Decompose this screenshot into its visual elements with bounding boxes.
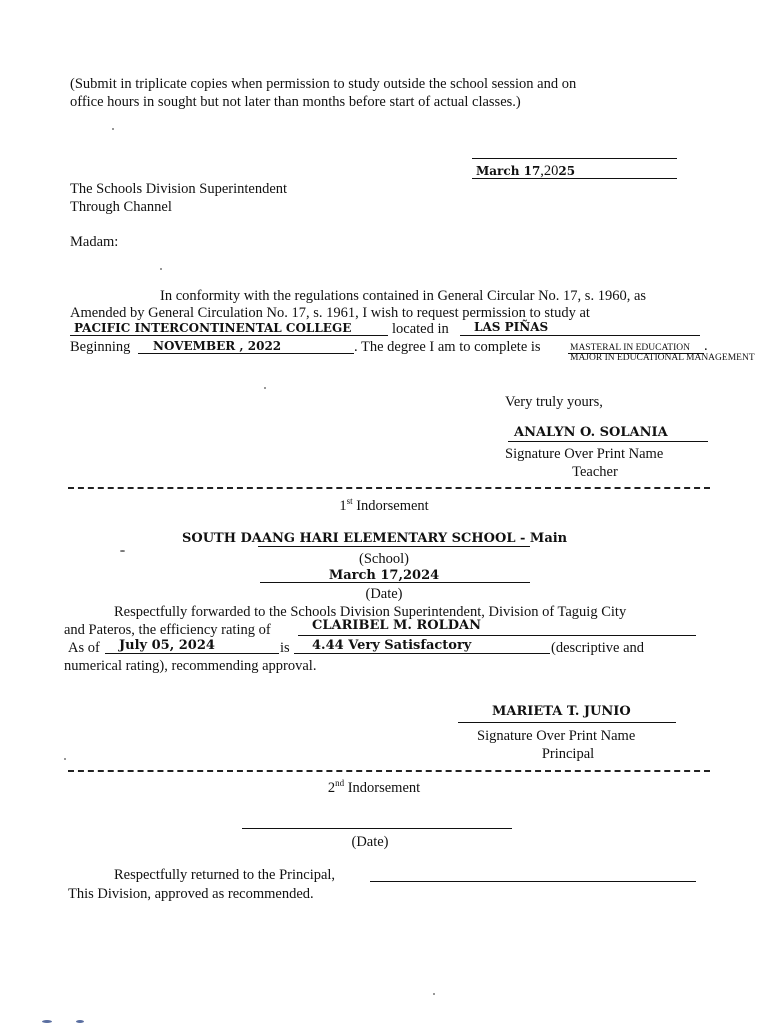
date-top-year-suffix: 25	[558, 164, 576, 178]
scan-speck	[42, 1020, 52, 1023]
addressee-line1: The Schools Division Superintendent	[70, 181, 288, 197]
second-indorsement-title-text: Indorsement	[344, 780, 421, 796]
separator-1	[68, 487, 710, 489]
rating-line	[294, 653, 550, 654]
header-note-line1: (Submit in triplicate copies when permission to study outside the school session and on	[70, 76, 577, 92]
scan-speck	[112, 128, 114, 130]
rated-name-field: CLARIBEL M. ROLDAN	[312, 618, 481, 633]
salutation: Madam:	[70, 234, 119, 250]
principal-name-blank-line	[370, 881, 696, 882]
beginning-line	[138, 353, 354, 354]
first-line4: numerical rating), recommending approval.	[64, 658, 317, 674]
scan-speck	[264, 387, 266, 389]
header-note-line2: office hours in sought but not later than months before start of actual classes.)	[70, 94, 521, 110]
first-date-line	[260, 582, 530, 583]
teacher-name: ANALYN O. SOLANIA	[514, 425, 668, 440]
as-of-field: July 05, 2024	[119, 638, 215, 653]
is-label: is	[280, 640, 290, 656]
date-top-month-day: March 17	[476, 164, 541, 178]
degree-period: .	[704, 338, 708, 354]
as-of-line	[105, 653, 279, 654]
addressee-line2: Through Channel	[70, 199, 172, 215]
date-top-year-prefix: ,20	[540, 163, 559, 179]
second-date-label: (Date)	[351, 834, 389, 850]
beginning-field: NOVEMBER , 2022	[153, 339, 282, 353]
first-date-label: (Date)	[365, 586, 403, 602]
degree-label: . The degree I am to complete is	[354, 339, 541, 355]
first-line2-prefix: and Pateros, the efficiency rating of	[64, 622, 271, 638]
descriptive-label: (descriptive and	[551, 640, 645, 656]
date-top-upper-line	[472, 158, 677, 159]
second-indorsement-ordinal: 2	[327, 780, 336, 796]
scan-speck	[160, 268, 162, 270]
school-label: (School)	[359, 551, 409, 567]
first-indorsement-ordinal-suffix: st	[346, 496, 353, 507]
indorsing-school: SOUTH DAANG HARI ELEMENTARY SCHOOL	[182, 531, 516, 546]
beginning-label: Beginning	[70, 339, 131, 355]
second-indorsement-title	[0, 779, 748, 797]
school-name-field: PACIFIC INTERCONTINENTAL COLLEGE	[74, 321, 352, 335]
scan-speck	[433, 993, 435, 995]
major-field: MAJOR IN EDUCATIONAL MANAGEMENT	[570, 353, 755, 363]
degree-field: MASTERAL IN EDUCATION	[570, 343, 690, 353]
school-line	[258, 546, 530, 547]
principal-position: Principal	[541, 746, 595, 762]
scan-speck	[76, 1020, 84, 1023]
separator-2	[68, 770, 710, 772]
indorsing-school-suffix: - Main	[515, 531, 568, 546]
principal-name: MARIETA T. JUNIO	[492, 704, 631, 719]
first-indorsement-ordinal: 1	[339, 498, 347, 514]
body-line2: Amended by General Circulation No. 17, s. 1961, I wish to request permission to study at	[70, 305, 590, 321]
second-line2: This Division, approved as recommended.	[68, 886, 314, 902]
complimentary-close: Very truly yours,	[505, 394, 603, 410]
scan-speck	[120, 550, 125, 552]
as-of-label: As of	[68, 640, 100, 656]
second-line1: Respectfully returned to the Principal,	[114, 867, 336, 883]
first-indorsement-title	[0, 497, 768, 515]
location-line	[460, 335, 700, 336]
teacher-position: Teacher	[572, 464, 618, 480]
rated-name-line	[298, 635, 696, 636]
school-name-line	[70, 335, 388, 336]
first-indorsement-title-text: Indorsement	[352, 498, 429, 514]
first-line1: Respectfully forwarded to the Schools Division Superintendent, Division of Taguig City	[114, 604, 627, 620]
school-row	[182, 529, 567, 547]
principal-signature-line	[458, 722, 676, 723]
first-indorsement-date: March 17,2024	[328, 568, 440, 583]
teacher-signature-line	[508, 441, 708, 442]
date-top-lower-line	[472, 178, 677, 179]
second-indorsement-ordinal-suffix: nd	[335, 778, 345, 789]
principal-signature-label: Signature Over Print Name	[477, 728, 636, 744]
second-date-line	[242, 828, 512, 829]
rating-field: 4.44 Very Satisfactory	[312, 638, 472, 653]
scan-speck	[64, 758, 66, 760]
body-line1: In conformity with the regulations contained in General Circular No. 17, s. 1960, as	[160, 288, 647, 304]
location-field: LAS PIÑAS	[474, 320, 549, 334]
teacher-signature-label: Signature Over Print Name	[505, 446, 664, 462]
located-in-label: located in	[392, 321, 449, 337]
